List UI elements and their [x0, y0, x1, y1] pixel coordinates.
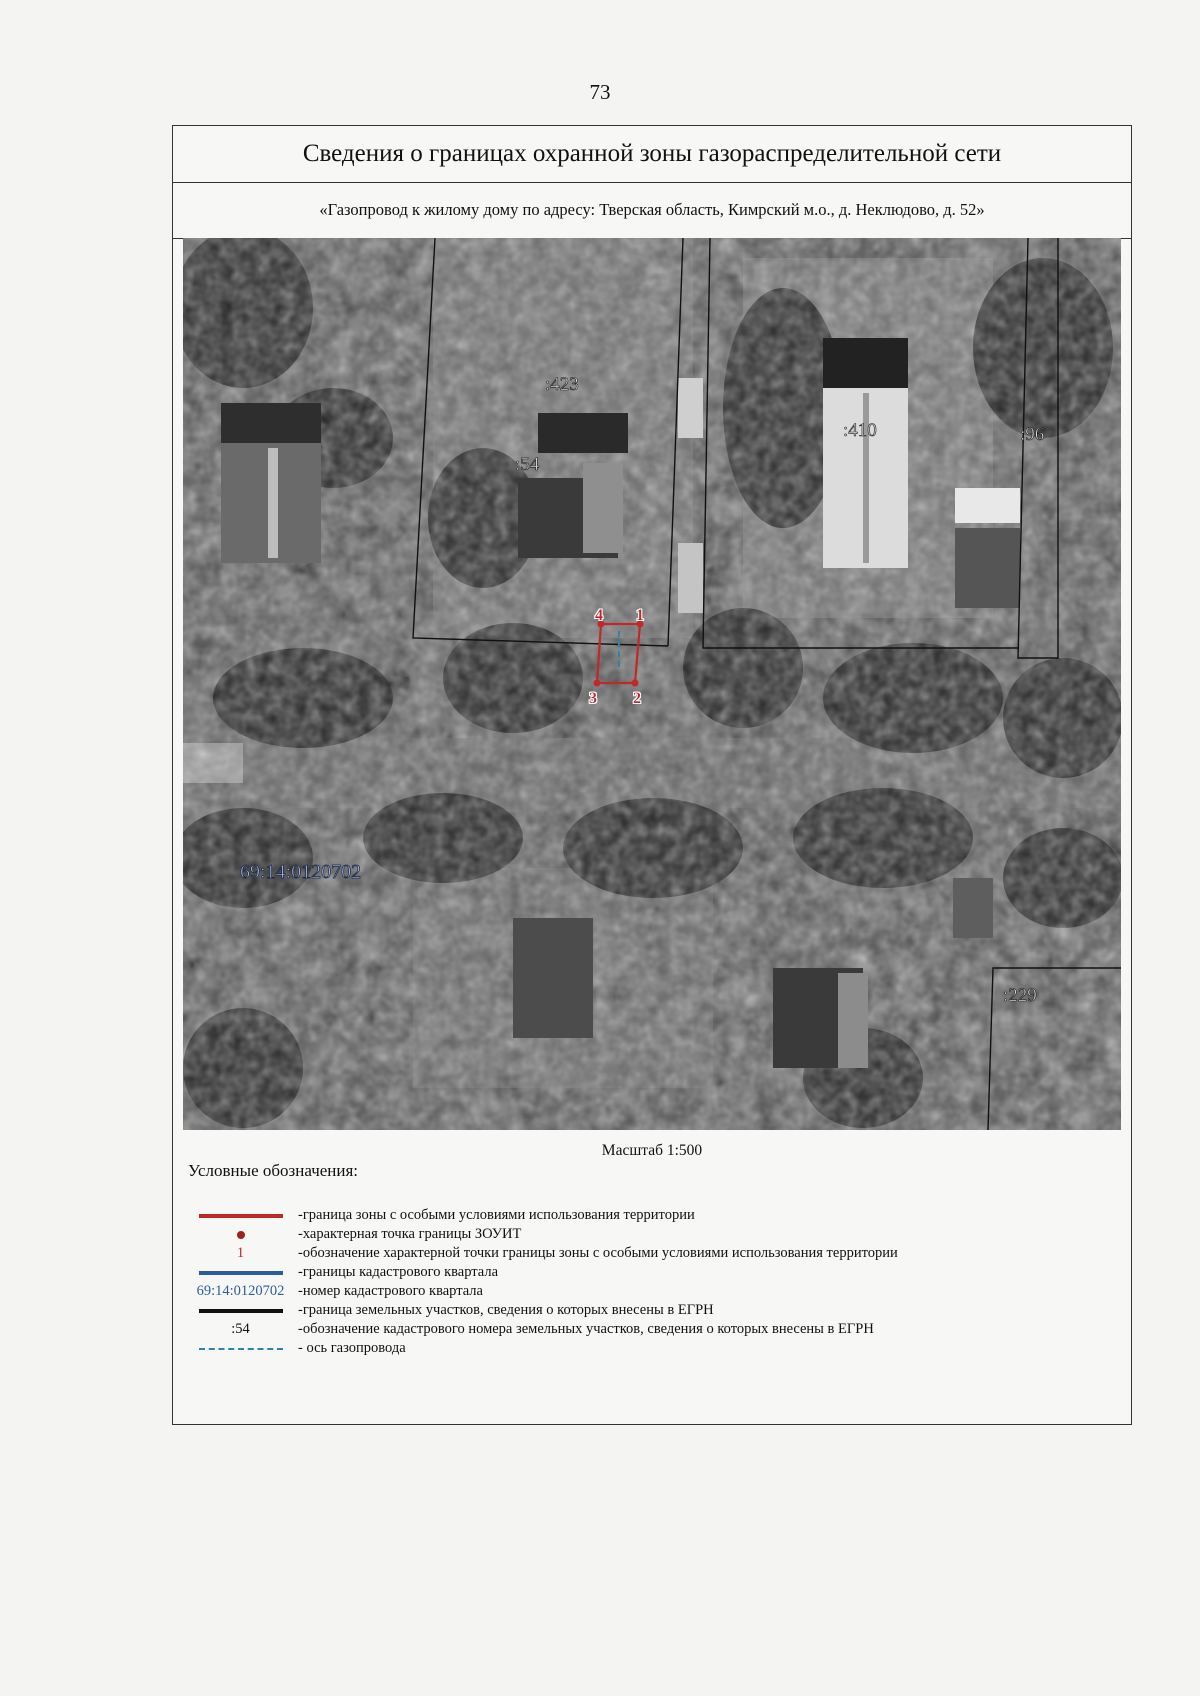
legend-item-parcel-number	[183, 1320, 1113, 1339]
imagery-grain	[183, 238, 1121, 1130]
map-sheet	[172, 125, 1132, 1425]
parcel-label-96: :96	[1020, 424, 1045, 445]
parcel-label-423: :423	[545, 374, 579, 395]
sheet-subtitle: «Газопровод к жилому дому по адресу: Тверская область, Кимрский м.о., д. Неклюдово, д. 52»	[173, 182, 1131, 239]
quarter-label: 69:14:0120702	[240, 861, 362, 883]
map-canvas	[183, 238, 1121, 1130]
black-text-symbol: :54	[231, 1321, 250, 1337]
legend-item-gas-axis	[183, 1339, 1113, 1358]
legend-item-quarter-boundary	[183, 1263, 1113, 1282]
parcel-label-410: :410	[843, 420, 877, 441]
legend-title: Условные обозначения:	[188, 1161, 359, 1180]
legend-item-parcel-boundary	[183, 1301, 1113, 1320]
dashed-line-symbol	[183, 1339, 298, 1358]
zone-point-label-1: 1	[636, 607, 644, 624]
blue-text-symbol: 69:14:0120702	[196, 1283, 285, 1299]
zone-point-label-3: 3	[589, 690, 597, 707]
legend-text: -обозначение характерной точки границы зоны с особыми условиями использования территории	[298, 1245, 898, 1261]
red-dot-symbol	[183, 1225, 298, 1244]
parcel-label-229: :229	[1003, 985, 1037, 1006]
legend-text: -номер кадастрового квартала	[298, 1283, 483, 1299]
zone-point-label-2: 2	[633, 690, 641, 707]
zone-point-label-4: 4	[595, 607, 603, 624]
sheet-title: Сведения о границах охранной зоны газораспределительной сети	[173, 126, 1131, 183]
aerial-map[interactable]	[183, 238, 1121, 1130]
scale-label: Масштаб 1:500	[601, 1142, 703, 1159]
parcel-label-54: :54	[515, 454, 540, 475]
legend-item-zone-boundary	[183, 1206, 1113, 1225]
zone-point-2	[632, 680, 639, 687]
legend-text: -граница земельных участков, сведения о которых внесены в ЕГРН	[298, 1302, 714, 1318]
legend-item-zone-point-label	[183, 1244, 1113, 1263]
page-number: 73	[589, 80, 611, 104]
legend-text: - ось газопровода	[298, 1340, 406, 1356]
legend-item-zone-point	[183, 1225, 1113, 1244]
legend-text: -границы кадастрового квартала	[298, 1264, 499, 1280]
blue-line-symbol	[183, 1263, 298, 1282]
legend-text: -характерная точка границы ЗОУИТ	[298, 1226, 522, 1242]
black-line-symbol	[183, 1301, 298, 1320]
red-line-symbol	[183, 1206, 298, 1225]
legend-item-quarter-number	[183, 1282, 1113, 1301]
legend-text: -граница зоны с особыми условиями использования территории	[298, 1207, 695, 1223]
legend-text: -обозначение кадастрового номера земельных участков, сведения о которых внесены в ЕГРН	[298, 1321, 874, 1337]
red-number-symbol: 1	[236, 1245, 245, 1261]
zone-point-3	[594, 680, 601, 687]
legend	[183, 1206, 1113, 1358]
